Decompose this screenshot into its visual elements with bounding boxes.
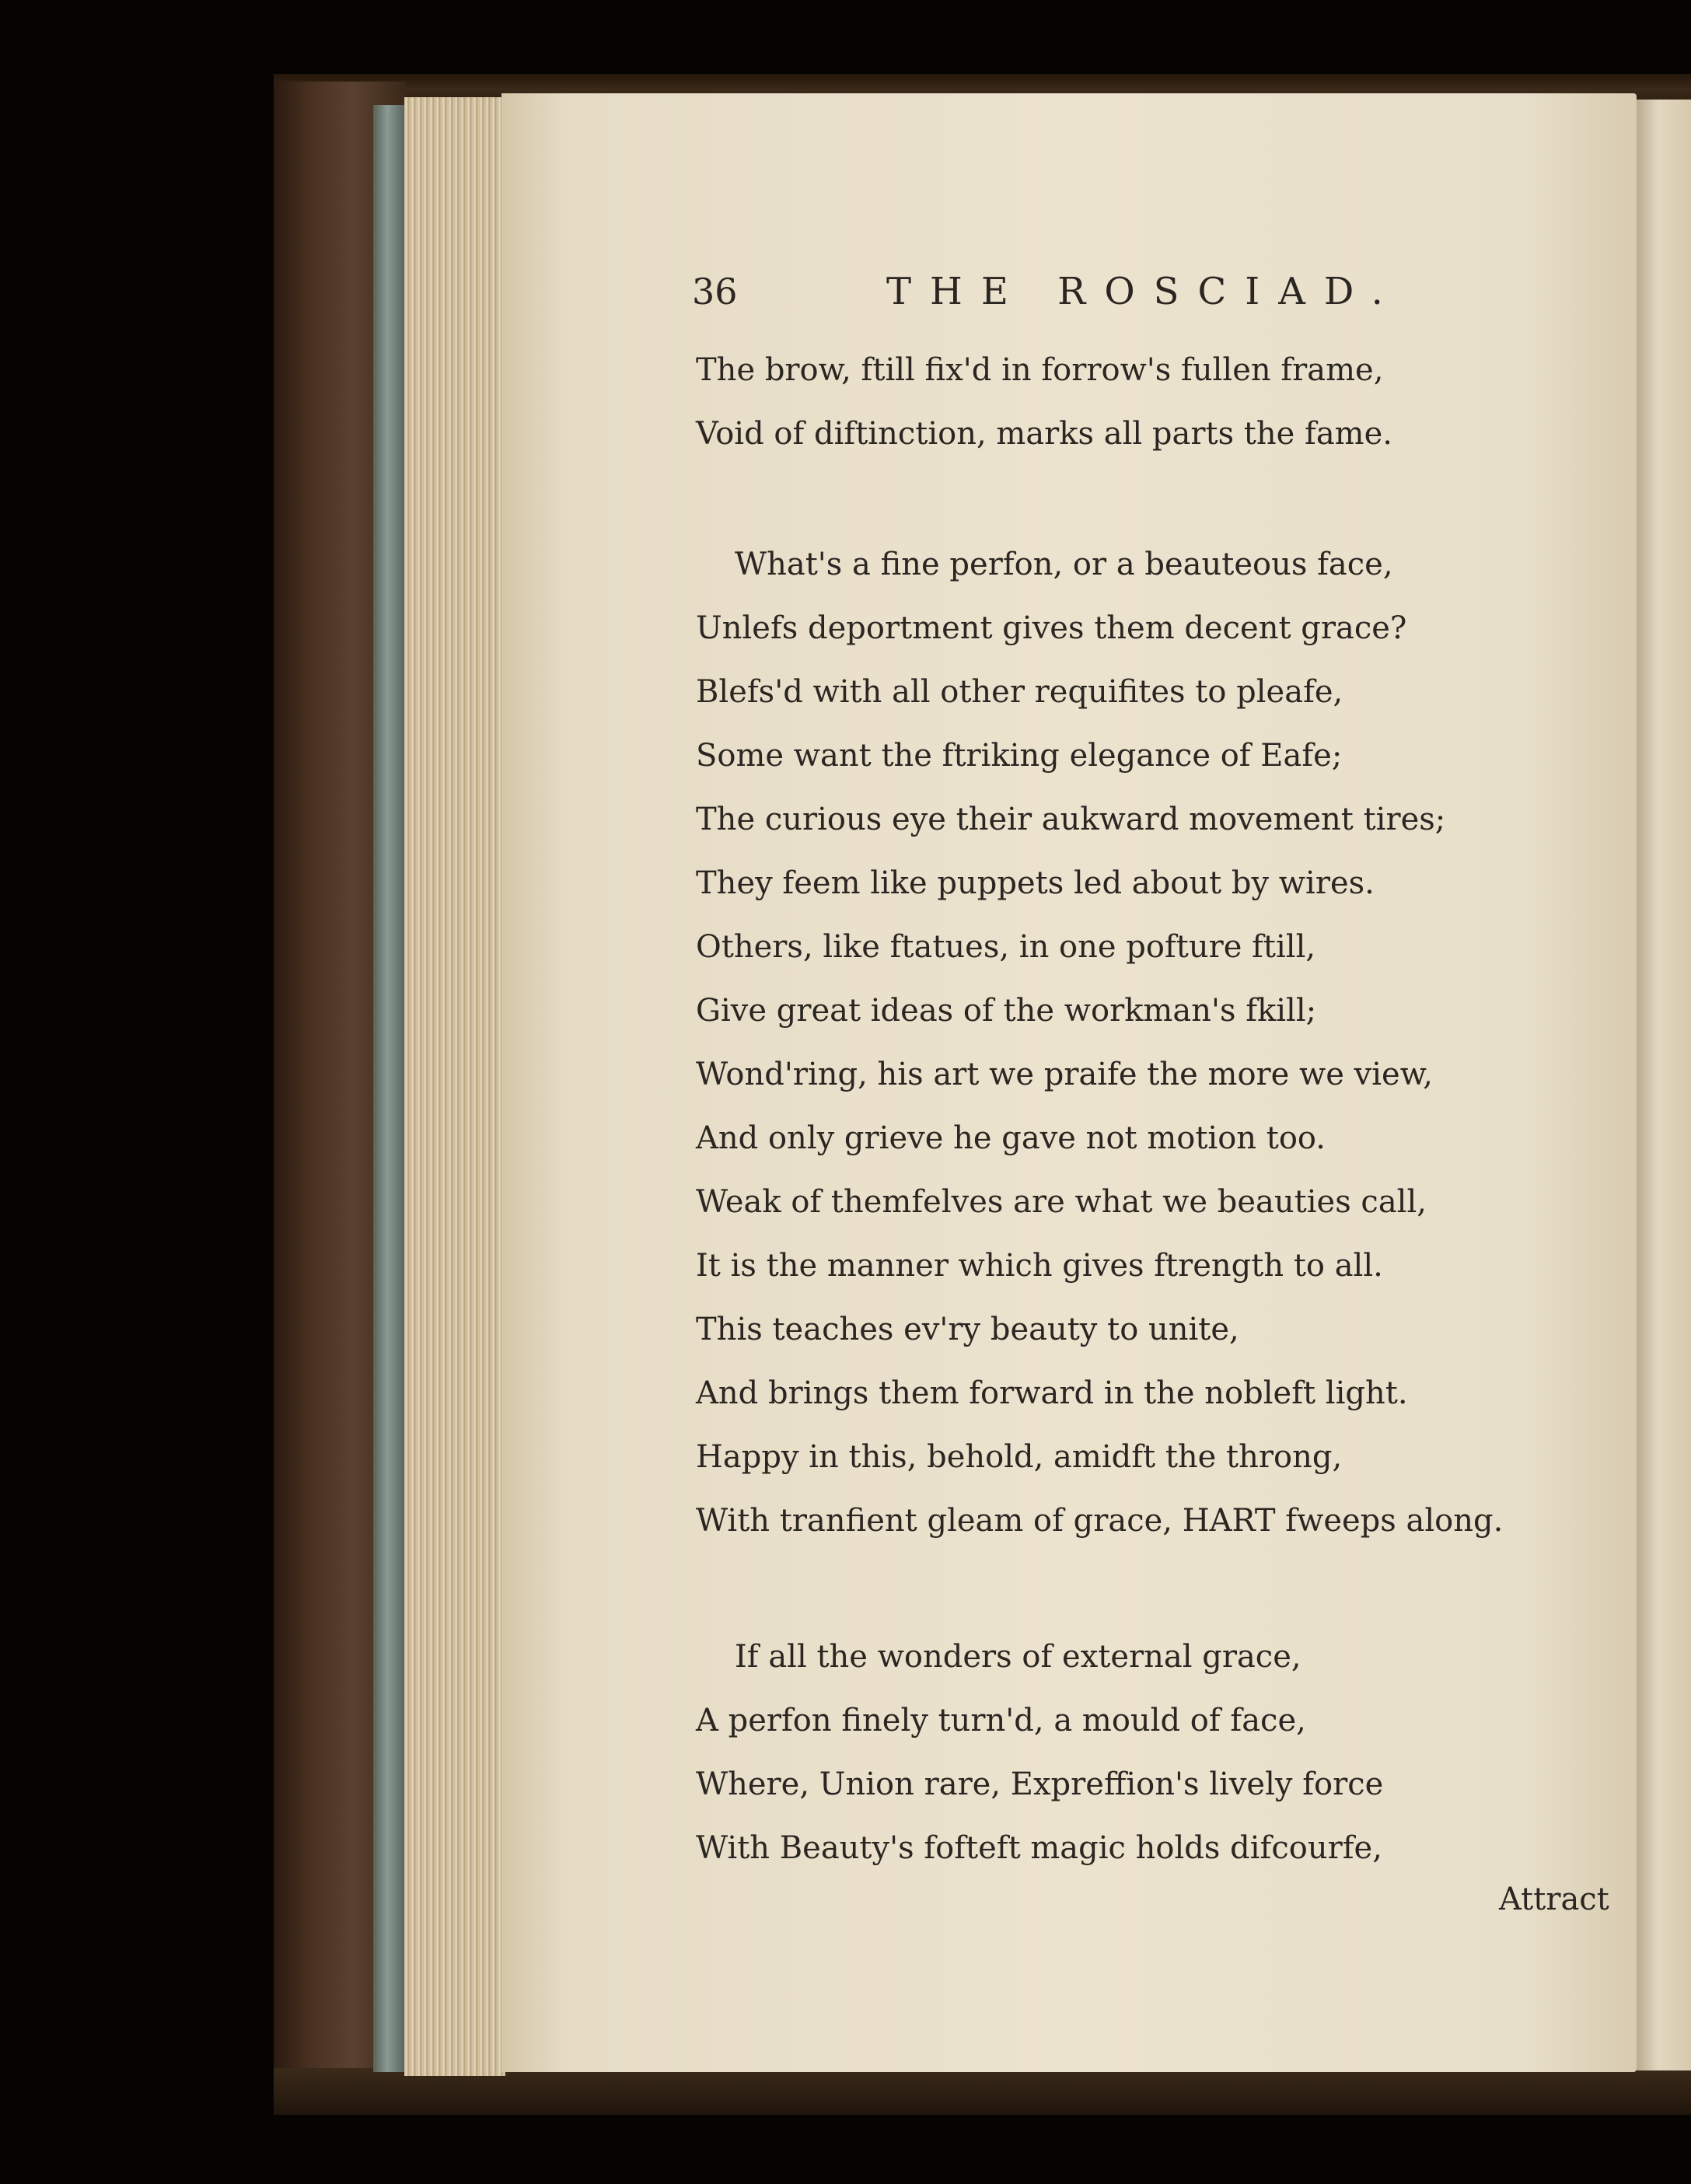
verse-line: This teaches ev'ry beauty to unite, bbox=[696, 1312, 1239, 1347]
verse-line: Wond'ring, his art we praife the more we view, bbox=[696, 1057, 1433, 1092]
running-title: THE ROSCIAD. bbox=[886, 270, 1402, 313]
verse-line: The curious eye their aukward movement tires; bbox=[696, 802, 1446, 837]
verse-line: Where, Union rare, Expreffion's lively force bbox=[696, 1766, 1384, 1802]
page-edges bbox=[404, 97, 505, 2076]
catchword: Attract bbox=[1499, 1882, 1609, 1917]
verse-line: With tranfient gleam of grace, HART fweeps along. bbox=[696, 1503, 1504, 1539]
verse-line: A perfon finely turn'd, a mould of face, bbox=[696, 1703, 1306, 1738]
page-header bbox=[692, 264, 1469, 319]
verse-line: Others, like ftatues, in one pofture ftill, bbox=[696, 929, 1316, 965]
verse-line: Weak of themfelves are what we beauties call, bbox=[696, 1184, 1427, 1220]
verse-line: If all the wonders of external grace, bbox=[735, 1639, 1301, 1675]
verse-line: Happy in this, behold, amidft the throng, bbox=[696, 1439, 1343, 1475]
verse-line: And brings them forward in the nobleft light. bbox=[696, 1375, 1408, 1411]
verse-line: Void of diftinction, marks all parts the fame. bbox=[696, 416, 1392, 452]
page-number: 36 bbox=[692, 271, 738, 313]
verse-line: It is the manner which gives ftrength to all. bbox=[696, 1248, 1383, 1284]
verse-line: They feem like puppets led about by wires. bbox=[696, 865, 1375, 901]
verse-line: Unlefs deportment gives them decent grace? bbox=[696, 610, 1407, 646]
verse-line: With Beauty's fofteft magic holds difcourfe, bbox=[696, 1830, 1382, 1866]
stanza-3 bbox=[696, 1625, 1574, 1880]
stanza-2 bbox=[696, 533, 1574, 1553]
board-edge bbox=[373, 105, 408, 2072]
verse-line: The brow, ftill fix'd in forrow's fullen frame, bbox=[696, 352, 1384, 388]
facing-page-edge bbox=[1637, 100, 1691, 2070]
verse-line: And only grieve he gave not motion too. bbox=[696, 1120, 1326, 1156]
stanza-1 bbox=[696, 338, 1574, 466]
verse-line: What's a fine perfon, or a beauteous face, bbox=[735, 547, 1393, 582]
verse-line: Blefs'd with all other requifites to pleafe, bbox=[696, 674, 1343, 710]
verse-line: Some want the ftriking elegance of Eafe; bbox=[696, 738, 1343, 774]
verse-line: Give great ideas of the workman's fkill; bbox=[696, 993, 1317, 1029]
